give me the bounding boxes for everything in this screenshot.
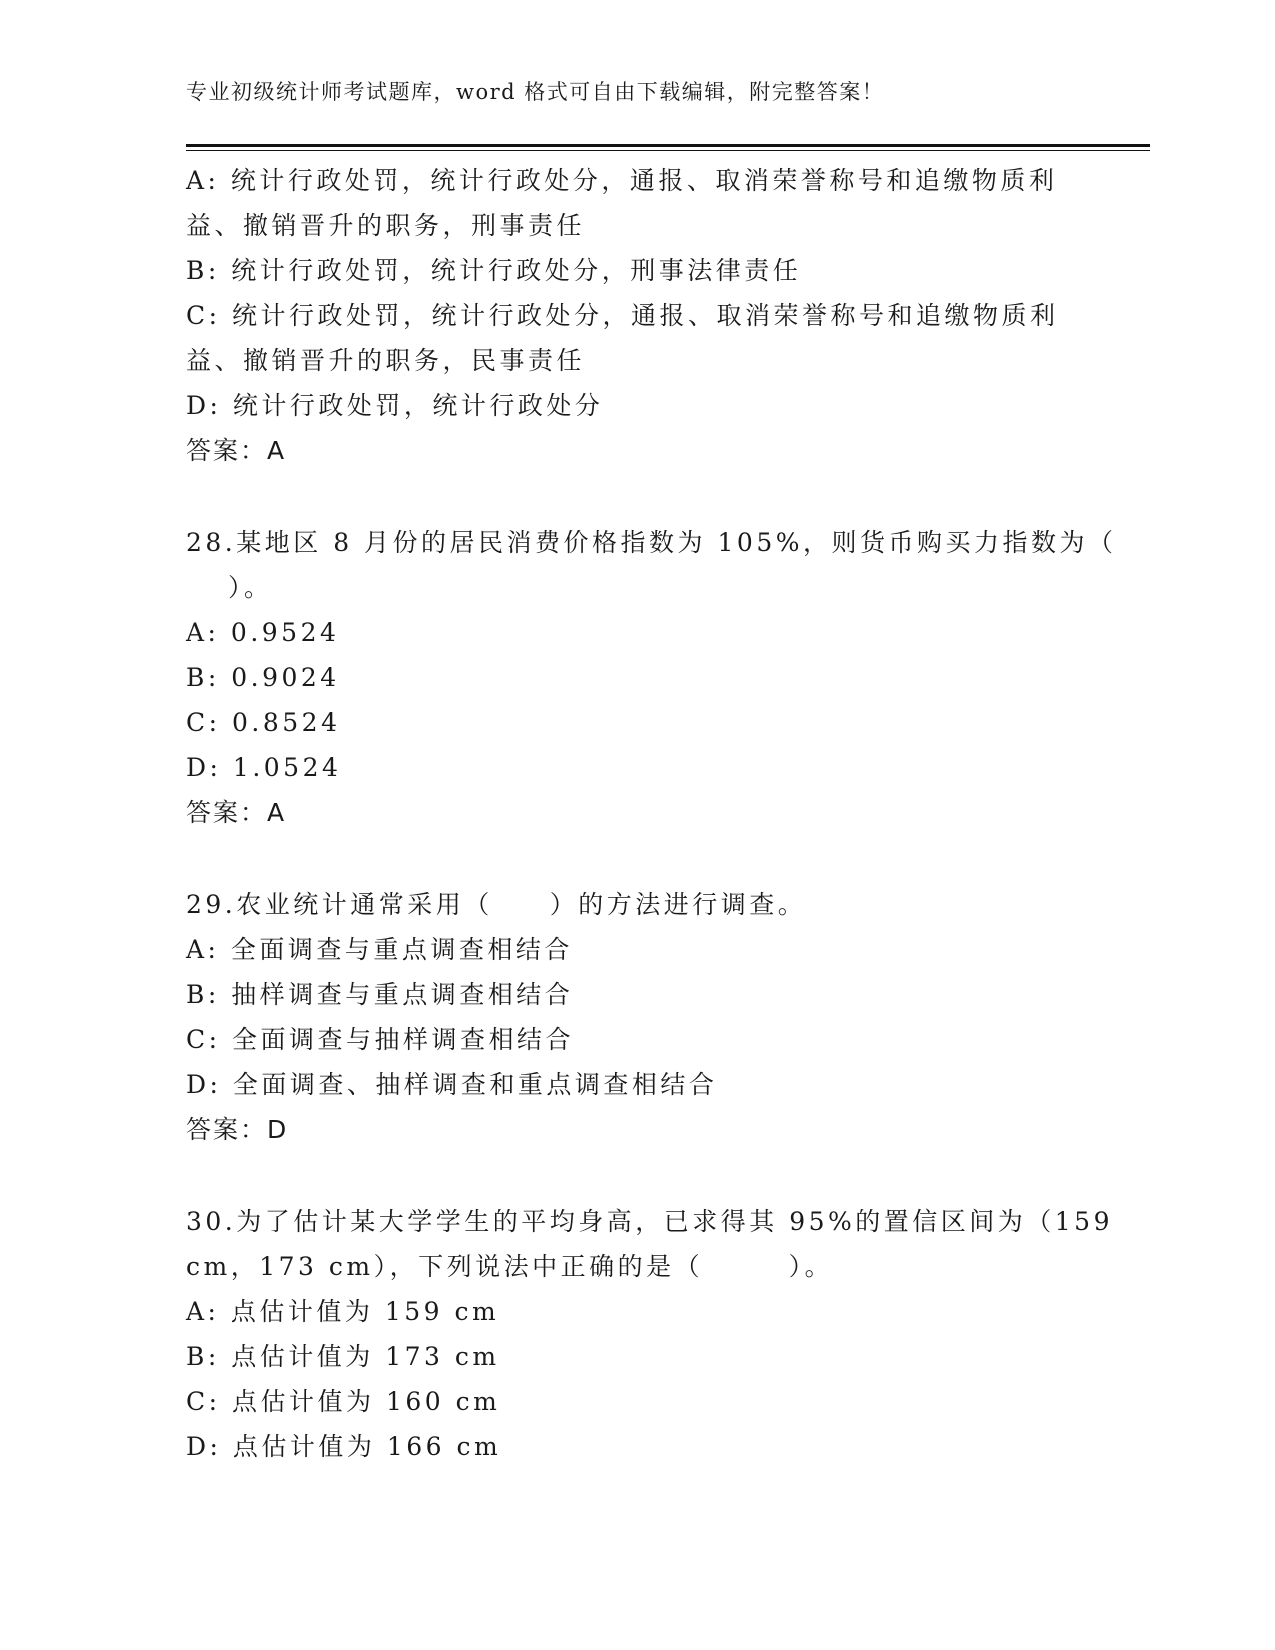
- q29-answer: 答案：D: [186, 1115, 289, 1144]
- question-29: [186, 882, 1086, 1152]
- q28-answer: 答案：A: [186, 798, 287, 827]
- q27-option-d: D: 统计行政处罚，统计行政处分: [186, 391, 604, 420]
- q29-option-c: C: 全面调查与抽样调查相结合: [186, 1025, 574, 1054]
- question-content: [186, 158, 1117, 1469]
- question-30: [186, 1199, 1113, 1469]
- q30-option-d: D: 点估计值为 166 cm: [186, 1432, 502, 1461]
- q30-stem-line2: cm，173 cm），下列说法中正确的是（ ）。: [186, 1252, 834, 1281]
- question-27: [186, 158, 1086, 473]
- q28-option-c: C: 0.8524: [186, 708, 341, 737]
- q28-stem-line2: ）。: [228, 573, 273, 602]
- q27-option-b: B: 统计行政处罚，统计行政处分，刑事法律责任: [186, 256, 802, 285]
- q29-option-b: B: 抽样调查与重点调查相结合: [186, 980, 574, 1009]
- q27-option-a-line2: 益、撤销晋升的职务，刑事责任: [186, 211, 586, 240]
- spacer: [186, 473, 1086, 520]
- q28-option-d: D: 1.0524: [186, 753, 342, 782]
- q30-option-c: C: 点估计值为 160 cm: [186, 1387, 501, 1416]
- q27-answer: 答案：A: [186, 436, 287, 465]
- header-rule-thick: [186, 144, 1150, 147]
- q28-stem-line1: 28.某地区 8 月份的居民消费价格指数为 105%，则货币购买力指数为（: [186, 528, 1117, 557]
- q29-stem: 29.农业统计通常采用（ ）的方法进行调查。: [186, 890, 807, 919]
- page-header: 专业初级统计师考试题库，word 格式可自由下载编辑，附完整答案！: [186, 80, 885, 104]
- q27-option-c-line2: 益、撤销晋升的职务，民事责任: [186, 346, 586, 375]
- q30-option-a: A: 点估计值为 159 cm: [186, 1297, 500, 1326]
- q27-option-c-line1: C: 统计行政处罚，统计行政处分，通报、取消荣誉称号和追缴物质利: [186, 301, 1059, 330]
- spacer: [186, 1152, 1086, 1199]
- q29-option-d: D: 全面调查、抽样调查和重点调查相结合: [186, 1070, 718, 1099]
- question-28: [186, 520, 1117, 835]
- q29-option-a: A: 全面调查与重点调查相结合: [186, 935, 573, 964]
- q30-option-b: B: 点估计值为 173 cm: [186, 1342, 500, 1371]
- spacer: [186, 835, 1086, 882]
- header-rule-thin: [186, 150, 1150, 151]
- q27-option-a-line1: A: 统计行政处罚，统计行政处分，通报、取消荣誉称号和追缴物质利: [186, 166, 1058, 195]
- q28-option-b: B: 0.9024: [186, 663, 340, 692]
- q28-option-a: A: 0.9524: [186, 618, 340, 647]
- q30-stem-line1: 30.为了估计某大学学生的平均身高，已求得其 95%的置信区间为（159: [186, 1207, 1113, 1236]
